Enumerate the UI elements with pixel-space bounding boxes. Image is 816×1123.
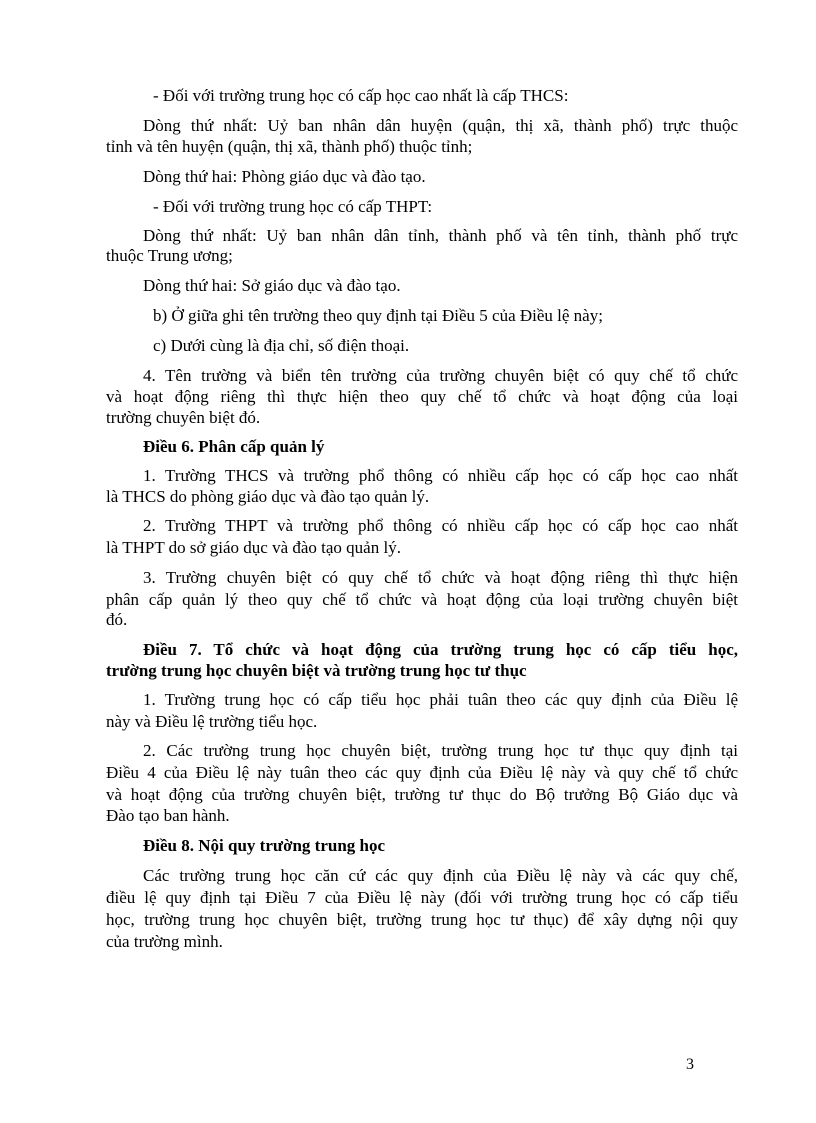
paragraph-line: 2. Trường THPT và trường phổ thông có nhiều cấp học có cấp học cao nhất — [143, 516, 738, 535]
paragraph-line: phân cấp quản lý theo quy chế tổ chức và hoạt động của loại trường chuyên biệt — [106, 590, 738, 609]
paragraph-line: đó. — [106, 610, 128, 629]
paragraph-line: 1. Trường THCS và trường phổ thông có nhiều cấp học có cấp học cao nhất — [143, 466, 738, 485]
paragraph-line: và hoạt động riêng thì thực hiện theo quy chế tổ chức và hoạt động của loại — [106, 387, 738, 406]
heading-article-6: Điều 6. Phân cấp quản lý — [143, 437, 325, 456]
paragraph-line: Các trường trung học căn cứ các quy định của Điều lệ này và các quy chế, — [143, 866, 738, 885]
paragraph-line: và hoạt động của trường chuyên biệt, trường tư thục do Bộ trưởng Bộ Giáo dục và — [106, 785, 738, 804]
paragraph-line: Điều 4 của Điều lệ này tuân theo các quy định của Điều lệ này và quy chế tổ chức — [106, 763, 738, 782]
paragraph-line: 3. Trường chuyên biệt có quy chế tổ chức và hoạt động riêng thì thực hiện — [143, 568, 738, 587]
paragraph-line: Đào tạo ban hành. — [106, 806, 230, 825]
paragraph-line: Dòng thứ nhất: Uỷ ban nhân dân huyện (quận, thị xã, thành phố) trực thuộc — [143, 116, 738, 135]
paragraph-line: 1. Trường trung học có cấp tiểu học phải tuân theo các quy định của Điều lệ — [143, 690, 738, 709]
paragraph-line: thuộc Trung ương; — [106, 246, 233, 265]
item-c: c) Dưới cùng là địa chỉ, số điện thoại. — [153, 336, 410, 355]
paragraph-line: tỉnh và tên huyện (quận, thị xã, thành phố) thuộc tỉnh; — [106, 137, 473, 156]
paragraph-line: này và Điều lệ trường tiểu học. — [106, 712, 318, 731]
heading-article-8: Điều 8. Nội quy trường trung học — [143, 836, 386, 855]
paragraph-line: 4. Tên trường và biển tên trường của trường chuyên biệt có quy chế tổ chức — [143, 366, 738, 385]
bullet-thpt: - Đối với trường trung học có cấp THPT: — [153, 197, 433, 216]
paragraph-line: học, trường trung học chuyên biệt, trường trung học tư thục) để xây dựng nội quy — [106, 910, 738, 929]
paragraph-line: điều lệ quy định tại Điều 7 của Điều lệ này (đối với trường trung học có cấp tiểu — [106, 888, 738, 907]
paragraph-line: trường chuyên biệt đó. — [106, 408, 261, 427]
paragraph-line: là THPT do sở giáo dục và đào tạo quản lý. — [106, 538, 401, 557]
bullet-thcs: - Đối với trường trung học có cấp học cao nhất là cấp THCS: — [153, 86, 569, 105]
page-number: 3 — [686, 1056, 694, 1073]
item-b: b) Ở giữa ghi tên trường theo quy định tại Điều 5 của Điều lệ này; — [153, 306, 603, 325]
heading-article-7: Điều 7. Tổ chức và hoạt động của trường trung học có cấp tiểu học, — [143, 640, 738, 659]
paragraph-line: của trường mình. — [106, 932, 223, 951]
paragraph-line: là THCS do phòng giáo dục và đào tạo quản lý. — [106, 487, 430, 506]
heading-article-7-cont: trường trung học chuyên biệt và trường trung học tư thục — [106, 661, 527, 680]
paragraph-line: Dòng thứ hai: Sở giáo dục và đào tạo. — [143, 276, 401, 295]
paragraph-line: 2. Các trường trung học chuyên biệt, trường trung học tư thục quy định tại — [143, 741, 738, 760]
paragraph-line: Dòng thứ hai: Phòng giáo dục và đào tạo. — [143, 167, 426, 186]
paragraph-line: Dòng thứ nhất: Uỷ ban nhân dân tỉnh, thành phố và tên tỉnh, thành phố trực — [143, 226, 738, 245]
